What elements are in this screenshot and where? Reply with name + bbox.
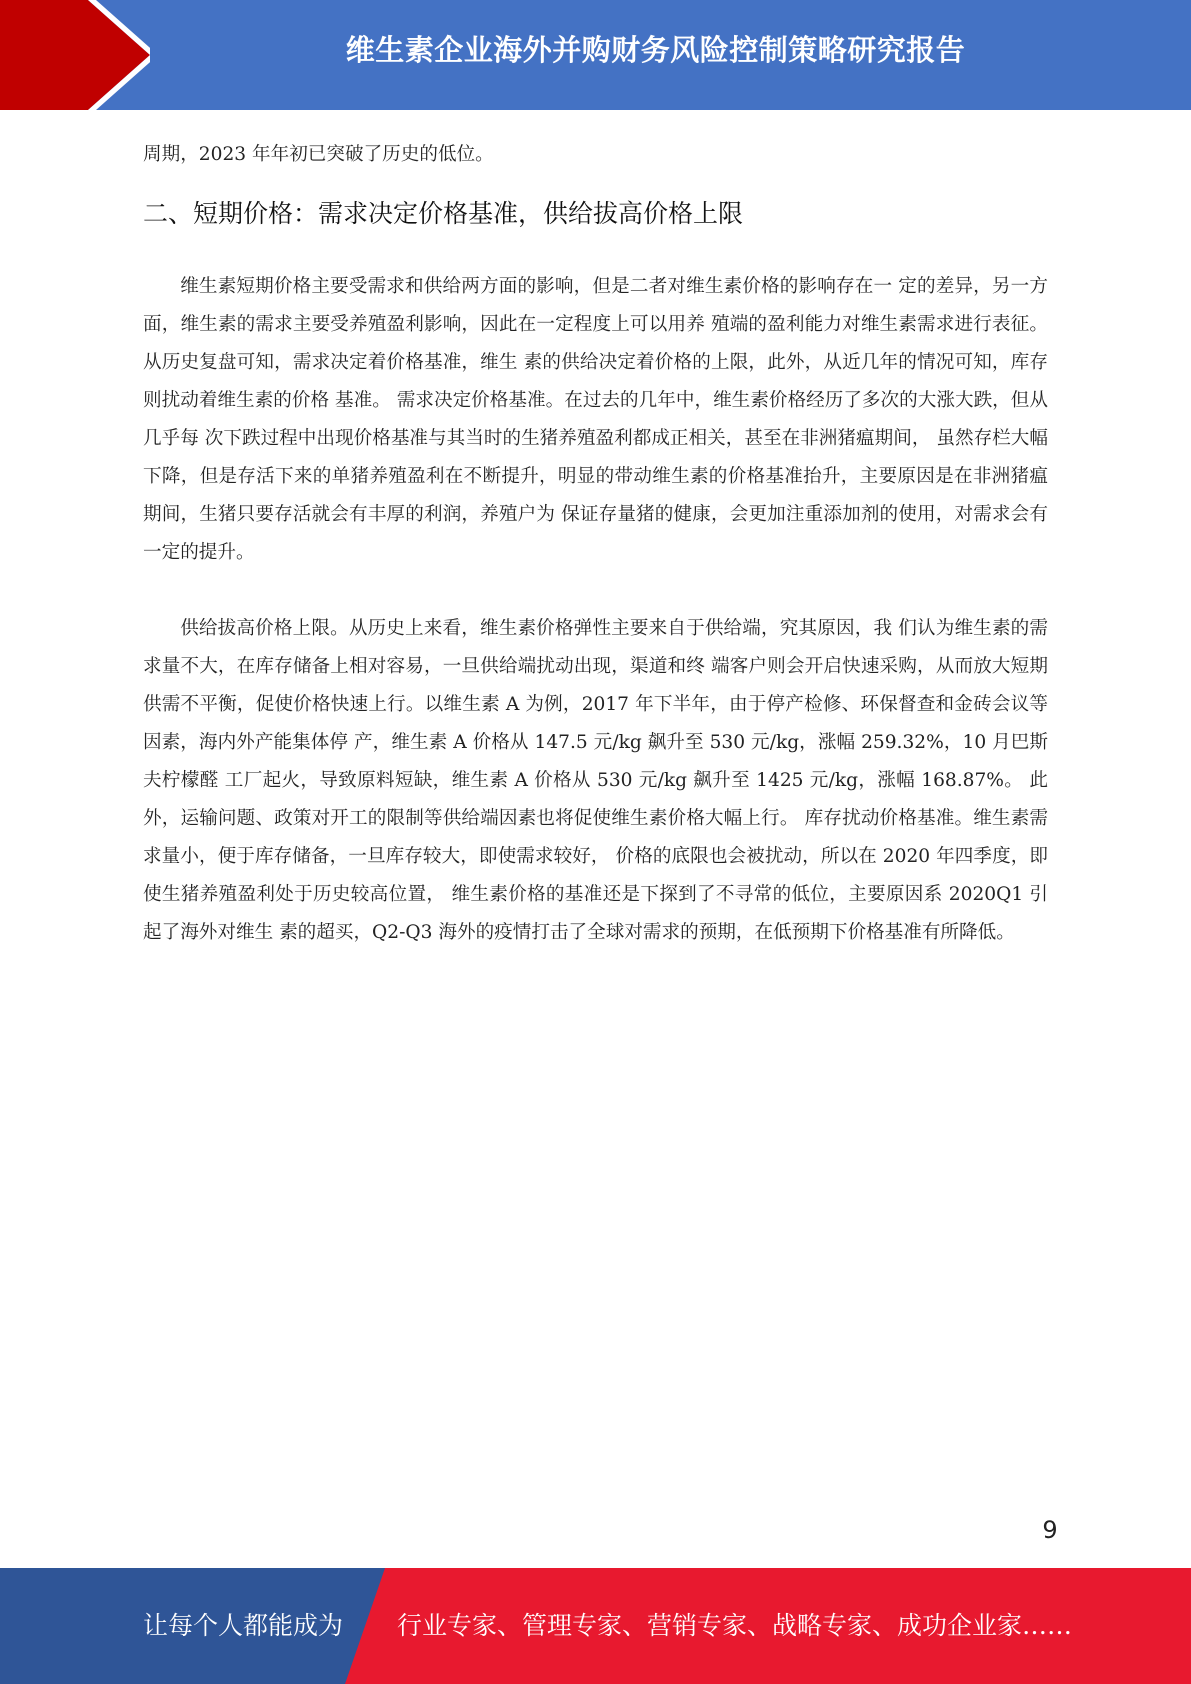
header-chevron-graphic (0, 0, 150, 110)
lead-paragraph: 周期，2023 年年初已突破了历史的低位。 (143, 144, 494, 165)
page-number: 9 (1042, 1516, 1058, 1544)
footer-slogan-left: 让每个人都能成为 (143, 1611, 344, 1640)
page-header (0, 0, 1191, 110)
document-body (143, 136, 1048, 952)
header-red-chevron (0, 0, 150, 110)
section-heading: 二、短期价格：需求决定价格基准，供给拔高价格上限 (143, 199, 744, 228)
footer-slogan-right: 行业专家、管理专家、营销专家、战略专家、成功企业家…… (397, 1611, 1073, 1640)
page-footer (0, 1568, 1191, 1684)
body-paragraph-supply: 供给拔高价格上限。从历史上来看，维生素价格弹性主要来自于供给端，究其原因，我 们认为维生素的需求量不大，在库存储备上相对容易，一旦供给端扰动出现，渠道和终 端客户则会开启快速采购，从而放大短期供需不平衡，促使价格快速上行。以维生素 A 为例，2017 年下半年，由于停产检修、环保督查和金砖会议等因素，海内外产能集体停 产，维生素 A 价格从 147.5 元/kg 飙升至 530 元/kg，涨幅 259.32%，10 月巴斯夫柠檬醛 工厂起火，导致原料短缺，维生素 A 价格从 530 元/kg 飙升至 1425 元/kg，涨幅 168.87%。 此外，运输问题、政策对开工的限制等供给端因素也将促使维生素价格大幅上行。 库存扰动价格基准。维生素需求量小，便于库存储备，一旦库存较大，即使需求较好， 价格的底限也会被扰动，所以在 2020 年四季度，即使生猪养殖盈利处于历史较高位置， 维生素价格的基准还是下探到了不寻常的低位，主要原因系 2020Q1 引起了海外对维生 素的超买，Q2-Q3 海外的疫情打击了全球对需求的预期，在低预期下价格基准有所降低。 (143, 618, 1048, 943)
report-title: 维生素企业海外并购财务风险控制策略研究报告 (345, 33, 966, 67)
body-paragraph-demand: 维生素短期价格主要受需求和供给两方面的影响，但是二者对维生素价格的影响存在一 定的差异，另一方面，维生素的需求主要受养殖盈利影响，因此在一定程度上可以用养 殖端的盈利能力对维生素需求进行表征。从历史复盘可知，需求决定着价格基准，维生 素的供给决定着价格的上限，此外，从近几年的情况可知，库存则扰动着维生素的价格 基准。 需求决定价格基准。在过去的几年中，维生素价格经历了多次的大涨大跌，但从几乎每 次下跌过程中出现价格基准与其当时的生猪养殖盈利都成正相关，甚至在非洲猪瘟期间， 虽然存栏大幅下降，但是存活下来的单猪养殖盈利在不断提升，明显的带动维生素的价格基准抬升，主要原因是在非洲猪瘟期间，生猪只要存活就会有丰厚的利润，养殖户为 保证存量猪的健康，会更加注重添加剂的使用，对需求会有一定的提升。 (143, 276, 1048, 563)
